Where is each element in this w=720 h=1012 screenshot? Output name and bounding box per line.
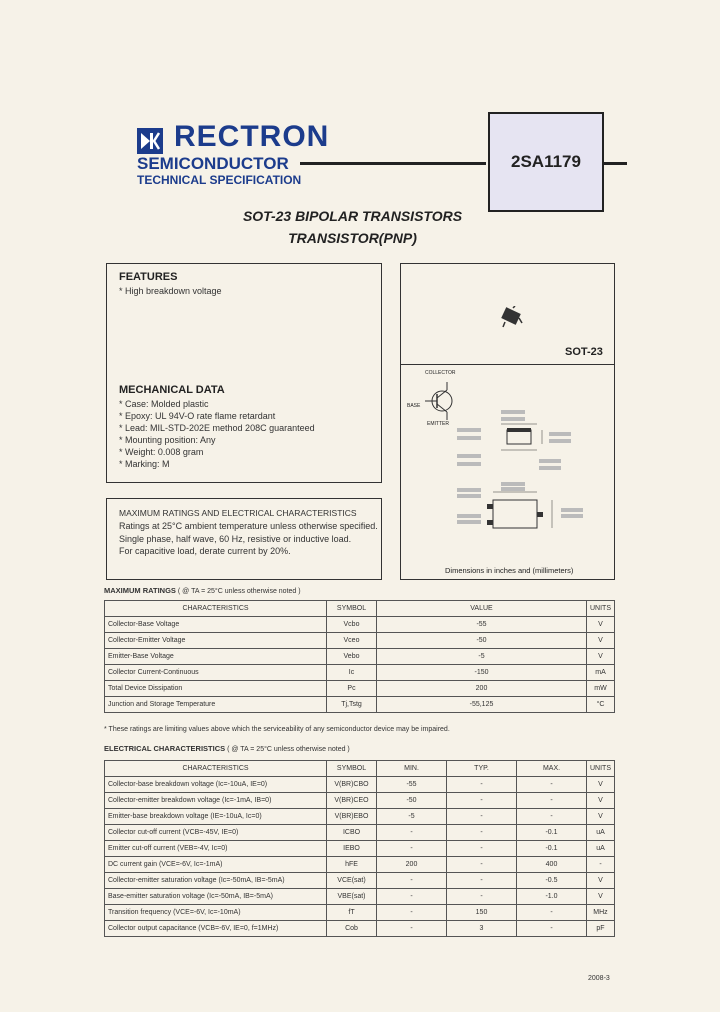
table-cell: hFE <box>327 857 377 873</box>
doc-title: SOT-23 BIPOLAR TRANSISTORS <box>242 208 463 224</box>
table-cell: Vceo <box>327 633 377 649</box>
table-cell: - <box>377 921 447 937</box>
table-cell: -5 <box>377 649 587 665</box>
package-front-view-icon <box>457 482 607 552</box>
table-cell: - <box>447 857 517 873</box>
table-cell: mW <box>587 681 615 697</box>
mechanical-item: * Lead: MIL-STD-202E method 208C guaranteed <box>119 423 315 433</box>
rectron-logo-icon <box>137 128 163 154</box>
table-cell: mA <box>587 665 615 681</box>
table-cell: Emitter-base breakdown voltage (IE=-10uA, Ic=0) <box>105 809 327 825</box>
ratings-note-line: Ratings at 25°C ambient temperature unless otherwise specified. <box>119 521 378 531</box>
table-cell: Collector-Emitter Voltage <box>105 633 327 649</box>
column-header: SYMBOL <box>327 601 377 617</box>
table-row <box>105 809 615 825</box>
dimensions-note: Dimensions in inches and (millimeters) <box>445 566 574 575</box>
table-cell: - <box>517 809 587 825</box>
table-cell: V <box>587 617 615 633</box>
table-cell: Total Device Dissipation <box>105 681 327 697</box>
max-ratings-label <box>104 586 301 595</box>
table-cell: °C <box>587 697 615 713</box>
max-ratings-table <box>104 600 615 713</box>
table-cell: 200 <box>377 681 587 697</box>
package-name: SOT-23 <box>565 346 603 358</box>
table-row <box>105 825 615 841</box>
table-cell: -0.5 <box>517 873 587 889</box>
table-cell: Ic <box>327 665 377 681</box>
table-cell: V <box>587 777 615 793</box>
table-cell: -1.0 <box>517 889 587 905</box>
table-cell: -150 <box>377 665 587 681</box>
table-header-row <box>105 761 615 777</box>
table-cell: Collector-Base Voltage <box>105 617 327 633</box>
table-cell: V <box>587 793 615 809</box>
table-cell: - <box>517 793 587 809</box>
table-cell: - <box>447 841 517 857</box>
table-cell: Emitter cut-off current (VEB=-4V, Ic=0) <box>105 841 327 857</box>
table-cell: - <box>517 921 587 937</box>
pin-base-label: BASE <box>407 403 421 409</box>
table-row <box>105 697 615 713</box>
table-cell: - <box>447 793 517 809</box>
table-cell: - <box>377 889 447 905</box>
table-cell: Cob <box>327 921 377 937</box>
table-cell: VCE(sat) <box>327 873 377 889</box>
table-cell: - <box>517 905 587 921</box>
header-rule-right <box>604 162 627 165</box>
mechanical-item: * Mounting position: Any <box>119 435 216 445</box>
features-heading: FEATURES <box>119 271 178 283</box>
column-header: CHARACTERISTICS <box>105 601 327 617</box>
table-cell: -55,125 <box>377 697 587 713</box>
table-row <box>105 793 615 809</box>
column-header: MAX. <box>517 761 587 777</box>
table-cell: V(BR)CEO <box>327 793 377 809</box>
ratings-note-line: For capacitive load, derate current by 20%. <box>119 546 291 556</box>
table-row <box>105 921 615 937</box>
ratings-note-heading: MAXIMUM RATINGS AND ELECTRICAL CHARACTERISTICS <box>119 508 357 518</box>
column-header: UNITS <box>587 761 615 777</box>
table-cell: - <box>377 873 447 889</box>
table-row <box>105 905 615 921</box>
brand-subtitle: SEMICONDUCTOR <box>137 154 289 173</box>
table-cell: Vcbo <box>327 617 377 633</box>
table-row <box>105 665 615 681</box>
table-cell: V <box>587 633 615 649</box>
doc-subtitle: TRANSISTOR(PNP) <box>288 230 417 246</box>
table-row <box>105 777 615 793</box>
ratings-note-panel <box>106 498 382 580</box>
pin-collector-label: COLLECTOR <box>425 370 456 376</box>
header-rule-left <box>300 162 486 165</box>
table-cell: fT <box>327 905 377 921</box>
table-cell: Transition frequency (VCE=-6V, Ic=-10mA) <box>105 905 327 921</box>
table-cell: 150 <box>447 905 517 921</box>
table-cell: Collector output capacitance (VCB=-6V, IE=0, f=1MHz) <box>105 921 327 937</box>
column-header: SYMBOL <box>327 761 377 777</box>
table-row <box>105 633 615 649</box>
table-cell: Pc <box>327 681 377 697</box>
table-cell: 400 <box>517 857 587 873</box>
table-header-row <box>105 601 615 617</box>
table-row <box>105 681 615 697</box>
max-ratings-title: MAXIMUM RATINGS <box>104 586 176 595</box>
column-header: TYP. <box>447 761 517 777</box>
mechanical-item: * Epoxy: UL 94V-O rate flame retardant <box>119 411 276 421</box>
table-cell: -5 <box>377 809 447 825</box>
table-cell: Base-emitter saturation voltage (Ic=-50mA, IB=-5mA) <box>105 889 327 905</box>
table-row <box>105 873 615 889</box>
table-cell: Collector cut-off current (VCB=-45V, IE=0) <box>105 825 327 841</box>
table-cell: V(BR)EBO <box>327 809 377 825</box>
table-cell: uA <box>587 841 615 857</box>
column-header: VALUE <box>377 601 587 617</box>
table-cell: V <box>587 649 615 665</box>
table-cell: - <box>587 857 615 873</box>
table-cell: Junction and Storage Temperature <box>105 697 327 713</box>
table-row <box>105 649 615 665</box>
tech-spec-label: TECHNICAL SPECIFICATION <box>137 173 302 187</box>
table-cell: - <box>517 777 587 793</box>
table-cell: V <box>587 889 615 905</box>
table-cell: MHz <box>587 905 615 921</box>
table-cell: Tj,Tstg <box>327 697 377 713</box>
table-row <box>105 889 615 905</box>
brand-name: RECTRON <box>174 120 330 153</box>
column-header: MIN. <box>377 761 447 777</box>
max-ratings-footnote: * These ratings are limiting values above which the serviceability of any semiconductor device may be impaired. <box>104 726 450 733</box>
table-cell: -55 <box>377 617 587 633</box>
package-panel <box>400 263 615 580</box>
table-cell: - <box>447 825 517 841</box>
max-ratings-condition: ( @ TA = 25°C unless otherwise noted ) <box>177 588 301 595</box>
table-cell: -0.1 <box>517 825 587 841</box>
mechanical-item: * Weight: 0.008 gram <box>119 447 204 457</box>
electrical-condition: ( @ TA = 25°C unless otherwise noted ) <box>227 746 350 753</box>
table-cell: -0.1 <box>517 841 587 857</box>
electrical-label <box>104 744 350 753</box>
column-header: CHARACTERISTICS <box>105 761 327 777</box>
table-cell: Collector Current-Continuous <box>105 665 327 681</box>
table-cell: ICBO <box>327 825 377 841</box>
table-cell: VBE(sat) <box>327 889 377 905</box>
table-cell: - <box>447 889 517 905</box>
table-cell: -50 <box>377 633 587 649</box>
sot23-package-icon <box>497 306 527 330</box>
features-panel <box>106 263 382 483</box>
footer-code: 2008-3 <box>588 975 610 982</box>
table-cell: uA <box>587 825 615 841</box>
table-cell: - <box>447 873 517 889</box>
table-cell: V <box>587 809 615 825</box>
electrical-table <box>104 760 615 937</box>
electrical-title: ELECTRICAL CHARACTERISTICS <box>104 744 226 753</box>
part-number-box <box>488 112 604 212</box>
feature-item: * High breakdown voltage <box>119 286 222 296</box>
table-cell: Emitter-Base Voltage <box>105 649 327 665</box>
pin-emitter-label: EMITTER <box>427 421 449 427</box>
table-cell: Collector-base breakdown voltage (Ic=-10uA, IE=0) <box>105 777 327 793</box>
table-cell: IEBO <box>327 841 377 857</box>
table-cell: Collector-emitter saturation voltage (Ic=-50mA, IB=-5mA) <box>105 873 327 889</box>
table-cell: -50 <box>377 793 447 809</box>
table-row <box>105 841 615 857</box>
table-cell: pF <box>587 921 615 937</box>
ratings-note-line: Single phase, half wave, 60 Hz, resistive or inductive load. <box>119 534 352 544</box>
mechanical-item: * Marking: M <box>119 459 170 469</box>
table-row <box>105 857 615 873</box>
part-number: 2SA1179 <box>511 152 581 171</box>
table-cell: V(BR)CBO <box>327 777 377 793</box>
table-cell: - <box>377 841 447 857</box>
table-cell: - <box>377 825 447 841</box>
table-cell: - <box>447 777 517 793</box>
table-cell: DC current gain (VCE=-6V, Ic=-1mA) <box>105 857 327 873</box>
table-cell: - <box>377 905 447 921</box>
table-row <box>105 617 615 633</box>
table-cell: V <box>587 873 615 889</box>
mechanical-item: * Case: Molded plastic <box>119 399 209 409</box>
mechanical-heading: MECHANICAL DATA <box>119 384 225 396</box>
table-cell: Collector-emitter breakdown voltage (Ic=-1mA, IB=0) <box>105 793 327 809</box>
column-header: UNITS <box>587 601 615 617</box>
table-cell: 200 <box>377 857 447 873</box>
package-divider <box>401 364 614 365</box>
table-cell: Vebo <box>327 649 377 665</box>
table-cell: - <box>447 809 517 825</box>
package-top-view-icon <box>457 404 607 474</box>
table-cell: -55 <box>377 777 447 793</box>
table-cell: 3 <box>447 921 517 937</box>
